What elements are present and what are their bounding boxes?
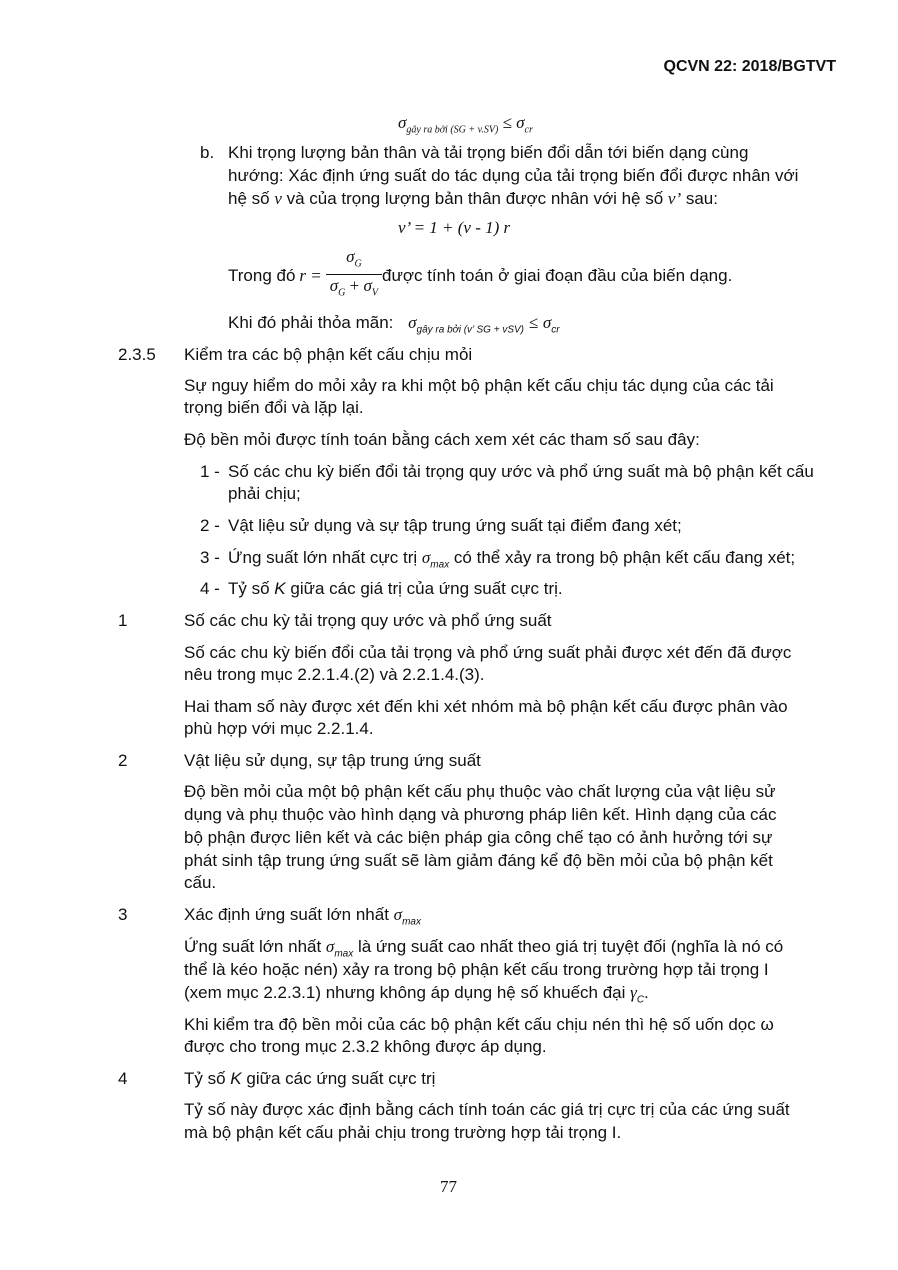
section-title: Kiểm tra các bộ phận kết cấu chịu mỏi xyxy=(184,345,473,364)
subsection-number: 4 xyxy=(118,1069,128,1088)
r-fraction: $\frac{\sigma_G}{\sigma_G + \sigma_V}$ xyxy=(326,247,382,305)
formula-condition-1: $\sigma_{gây ra bởi (SG + v.SV)} \le \sigma_{cr}$ xyxy=(398,113,533,136)
paragraph-line: Hai tham số này được xét đến khi xét nhóm mà bộ phận kết cấu được phân vào xyxy=(184,697,788,716)
equation-v-prime: v’ = 1 + (v - 1) r xyxy=(398,218,511,237)
paragraph-line: dụng và phụ thuộc vào hình dạng và phương pháp liên kết. Hình dạng của các xyxy=(184,805,777,824)
paragraph-line: mà bộ phận kết cấu phải chịu trong trường hợp tải trọng I. xyxy=(184,1123,622,1142)
list-marker: 4 - xyxy=(200,579,220,598)
paragraph-line: trọng biến đổi và lặp lại. xyxy=(184,398,364,417)
item-b-line-2: hướng: Xác định ứng suất do tác dụng của tải trọng biến đổi được nhân với xyxy=(228,166,799,185)
paragraph-line: Sự nguy hiểm do mỏi xảy ra khi một bộ phận kết cấu chịu tác dụng của các tải xyxy=(184,376,774,395)
paragraph-line: bộ phận được liên kết và các biện pháp gia công chế tạo có ảnh hưởng tới sự xyxy=(184,828,773,847)
paragraph-line: được cho trong mục 2.3.2 không được áp dụng. xyxy=(184,1037,547,1056)
paragraph-line: Khi kiểm tra độ bền mỏi của các bộ phận kết cấu chịu nén thì hệ số uốn dọc ω xyxy=(184,1015,774,1034)
paragraph-line: (xem mục 2.2.3.1) nhưng không áp dụng hệ số khuếch đại $\gamma_C$. xyxy=(184,983,649,1006)
page-number: 77 xyxy=(440,1177,457,1196)
paragraph-line: phù hợp với mục 2.2.1.4. xyxy=(184,719,374,738)
list-marker: 1 - xyxy=(200,462,220,481)
paragraph-line: Số các chu kỳ biến đổi của tải trọng và phổ ứng suất phải được xét đến đã được xyxy=(184,643,792,662)
paragraph-line: Độ bền mỏi được tính toán bằng cách xem xét các tham số sau đây: xyxy=(184,430,700,449)
item-b-marker: b. xyxy=(200,143,215,162)
list-marker: 3 - xyxy=(200,548,220,567)
subsection-title: Tỷ số K giữa các ứng suất cực trị xyxy=(184,1069,436,1088)
paragraph-line: thể là kéo hoặc nén) xảy ra trong bộ phận kết cấu trong trường hợp tải trọng I xyxy=(184,960,769,979)
paragraph-line: Ứng suất lớn nhất $\sigma_{max}$ là ứng suất cao nhất theo giá trị tuyệt đối (nghĩa là nó có xyxy=(184,937,784,960)
paragraph-line: cấu. xyxy=(184,873,217,892)
list-item-text: phải chịu; xyxy=(228,484,301,503)
paragraph-line: Tỷ số này được xác định bằng cách tính toán các giá trị cực trị của các ứng suất xyxy=(184,1100,790,1119)
where-r-definition: Trong đó r = $\frac{\sigma_G}{\sigma_G + \sigma_V}$ được tính toán ở giai đoạn đầu của biến dạng. xyxy=(228,247,732,305)
list-item-text: Số các chu kỳ biến đổi tải trọng quy ước và phổ ứng suất mà bộ phận kết cấu xyxy=(228,462,814,481)
list-item-text: Vật liệu sử dụng và sự tập trung ứng suất tại điểm đang xét; xyxy=(228,516,682,535)
subsection-title: Vật liệu sử dụng, sự tập trung ứng suất xyxy=(184,751,481,770)
subsection-number: 3 xyxy=(118,905,128,924)
subsection-number: 2 xyxy=(118,751,128,770)
section-number: 2.3.5 xyxy=(118,345,156,364)
then-condition: Khi đó phải thỏa mãn: $\sigma_{gây ra bởi (v’ SG + vSV)} \le \sigma_{cr}$ xyxy=(228,313,560,336)
document-code: QCVN 22: 2018/BGTVT xyxy=(663,58,836,75)
list-item-text: Tỷ số K giữa các giá trị của ứng suất cực trị. xyxy=(228,579,563,598)
subsection-number: 1 xyxy=(118,611,128,630)
item-b-line-3: hệ số v và của trọng lượng bản thân được nhân với hệ số v’ sau: xyxy=(228,189,718,208)
paragraph-line: Độ bền mỏi của một bộ phận kết cấu phụ thuộc vào chất lượng của vật liệu sử xyxy=(184,782,776,801)
paragraph-line: phát sinh tập trung ứng suất sẽ làm giảm đáng kể độ bền mỏi của bộ phận kết xyxy=(184,851,773,870)
item-b-line-1: Khi trọng lượng bản thân và tải trọng biến đổi dẫn tới biến dạng cùng xyxy=(228,143,749,162)
list-marker: 2 - xyxy=(200,516,220,535)
list-item-text: Ứng suất lớn nhất cực trị $\sigma_{max}$ có thể xảy ra trong bộ phận kết cấu đang xét; xyxy=(228,548,796,571)
subsection-title: Số các chu kỳ tải trọng quy ước và phổ ứng suất xyxy=(184,611,552,630)
paragraph-line: nêu trong mục 2.2.1.4.(2) và 2.2.1.4.(3). xyxy=(184,665,485,684)
subsection-title: Xác định ứng suất lớn nhất $\sigma_{max}$ xyxy=(184,905,421,928)
